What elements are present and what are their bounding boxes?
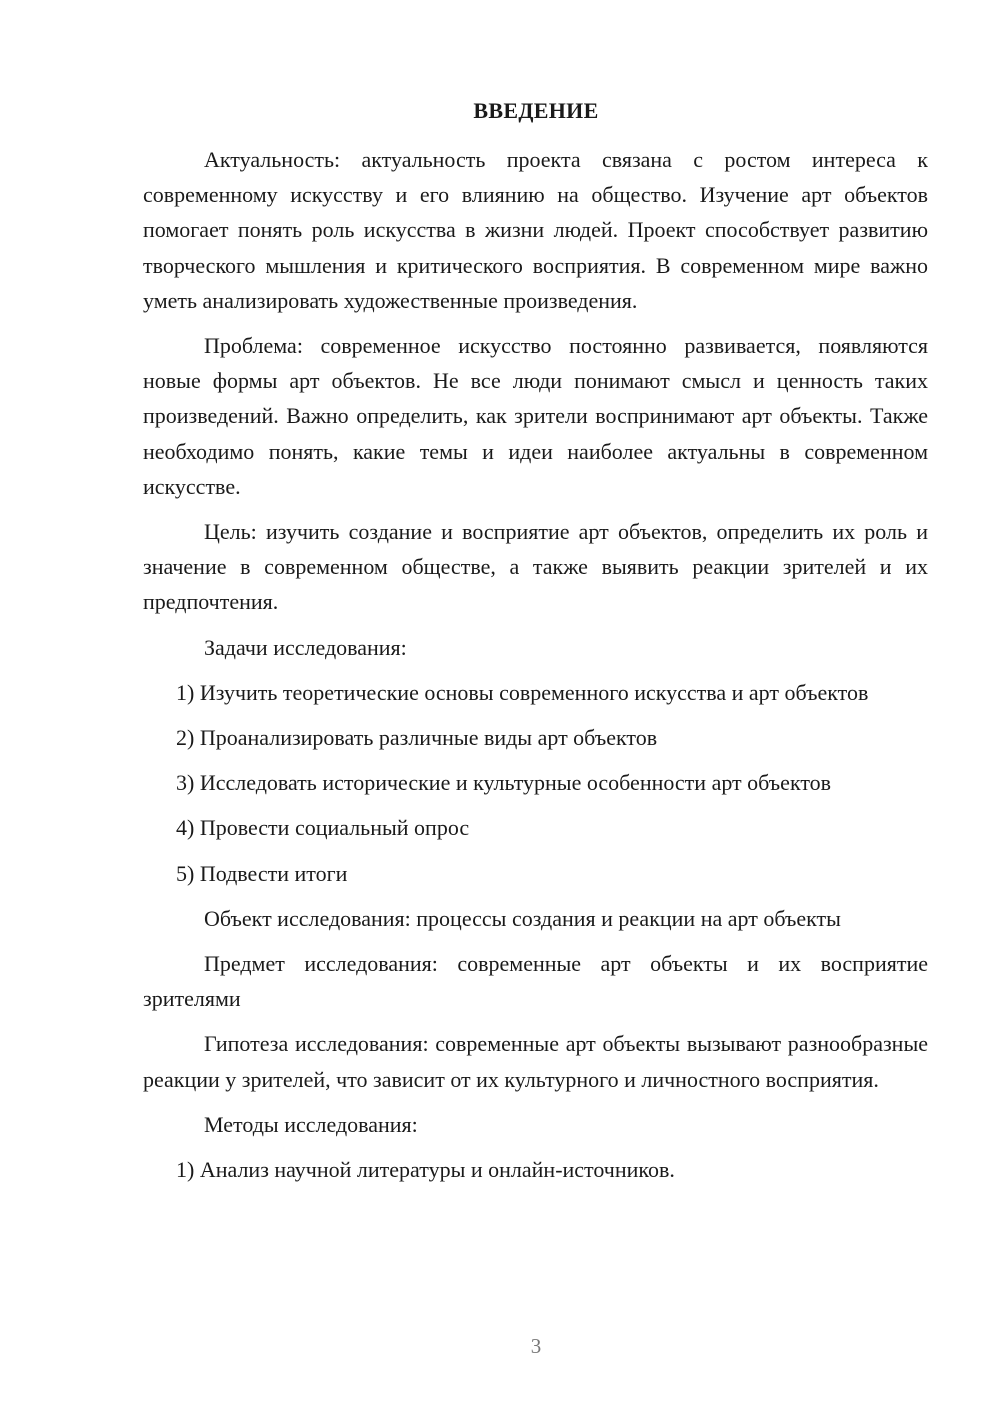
method-item: 1) Анализ научной литературы и онлайн-источников. (176, 1157, 675, 1183)
task-item: 5) Подвести итоги (176, 860, 348, 886)
task-item: 1) Изучить теоретические основы современного искусства и арт объектов (176, 679, 869, 705)
page-number: 3 (530, 1334, 542, 1358)
subject-paragraph: Предмет исследования: современные арт объекты и их восприятие зрителями (143, 951, 928, 1012)
task-item: 3) Исследовать исторические и культурные особенности арт объектов (176, 770, 832, 796)
goal-paragraph: Цель: изучить создание и восприятие арт объектов, определить их роль и значение в современном обществе, а также выявить реакции зрителей и их предпочтения. (143, 519, 928, 615)
task-item: 2) Проанализировать различные виды арт объектов (176, 725, 658, 751)
methods-heading: Методы исследования: (204, 1111, 418, 1137)
relevance-paragraph: Актуальность: актуальность проекта связана с ростом интереса к современному искусству и его влиянию на общество. Изучение арт объектов помогает понять роль искусства в жизни людей. Проект способствует развитию творческого мышления и критического восприятия. В современном мире важно уметь анализировать художественные произведения. (143, 147, 928, 313)
section-title: ВВЕДЕНИЕ (473, 98, 599, 123)
tasks-heading: Задачи исследования: (204, 634, 407, 660)
hypothesis-paragraph: Гипотеза исследования: современные арт объекты вызывают разнообразные реакции у зрителей, что зависит от их культурного и личностного восприятия. (143, 1031, 928, 1092)
task-item: 4) Провести социальный опрос (176, 815, 470, 841)
document-body (143, 142, 928, 1197)
problem-paragraph: Проблема: современное искусство постоянно развивается, появляются новые формы арт объектов. Не все люди понимают смысл и ценность таких произведений. Важно определить, как зрители воспринимают арт объекты. Также необходимо понять, какие темы и идеи наиболее актуальны в современном искусстве. (143, 333, 928, 499)
object-paragraph: Объект исследования: процессы создания и реакции на арт объекты (204, 905, 841, 931)
